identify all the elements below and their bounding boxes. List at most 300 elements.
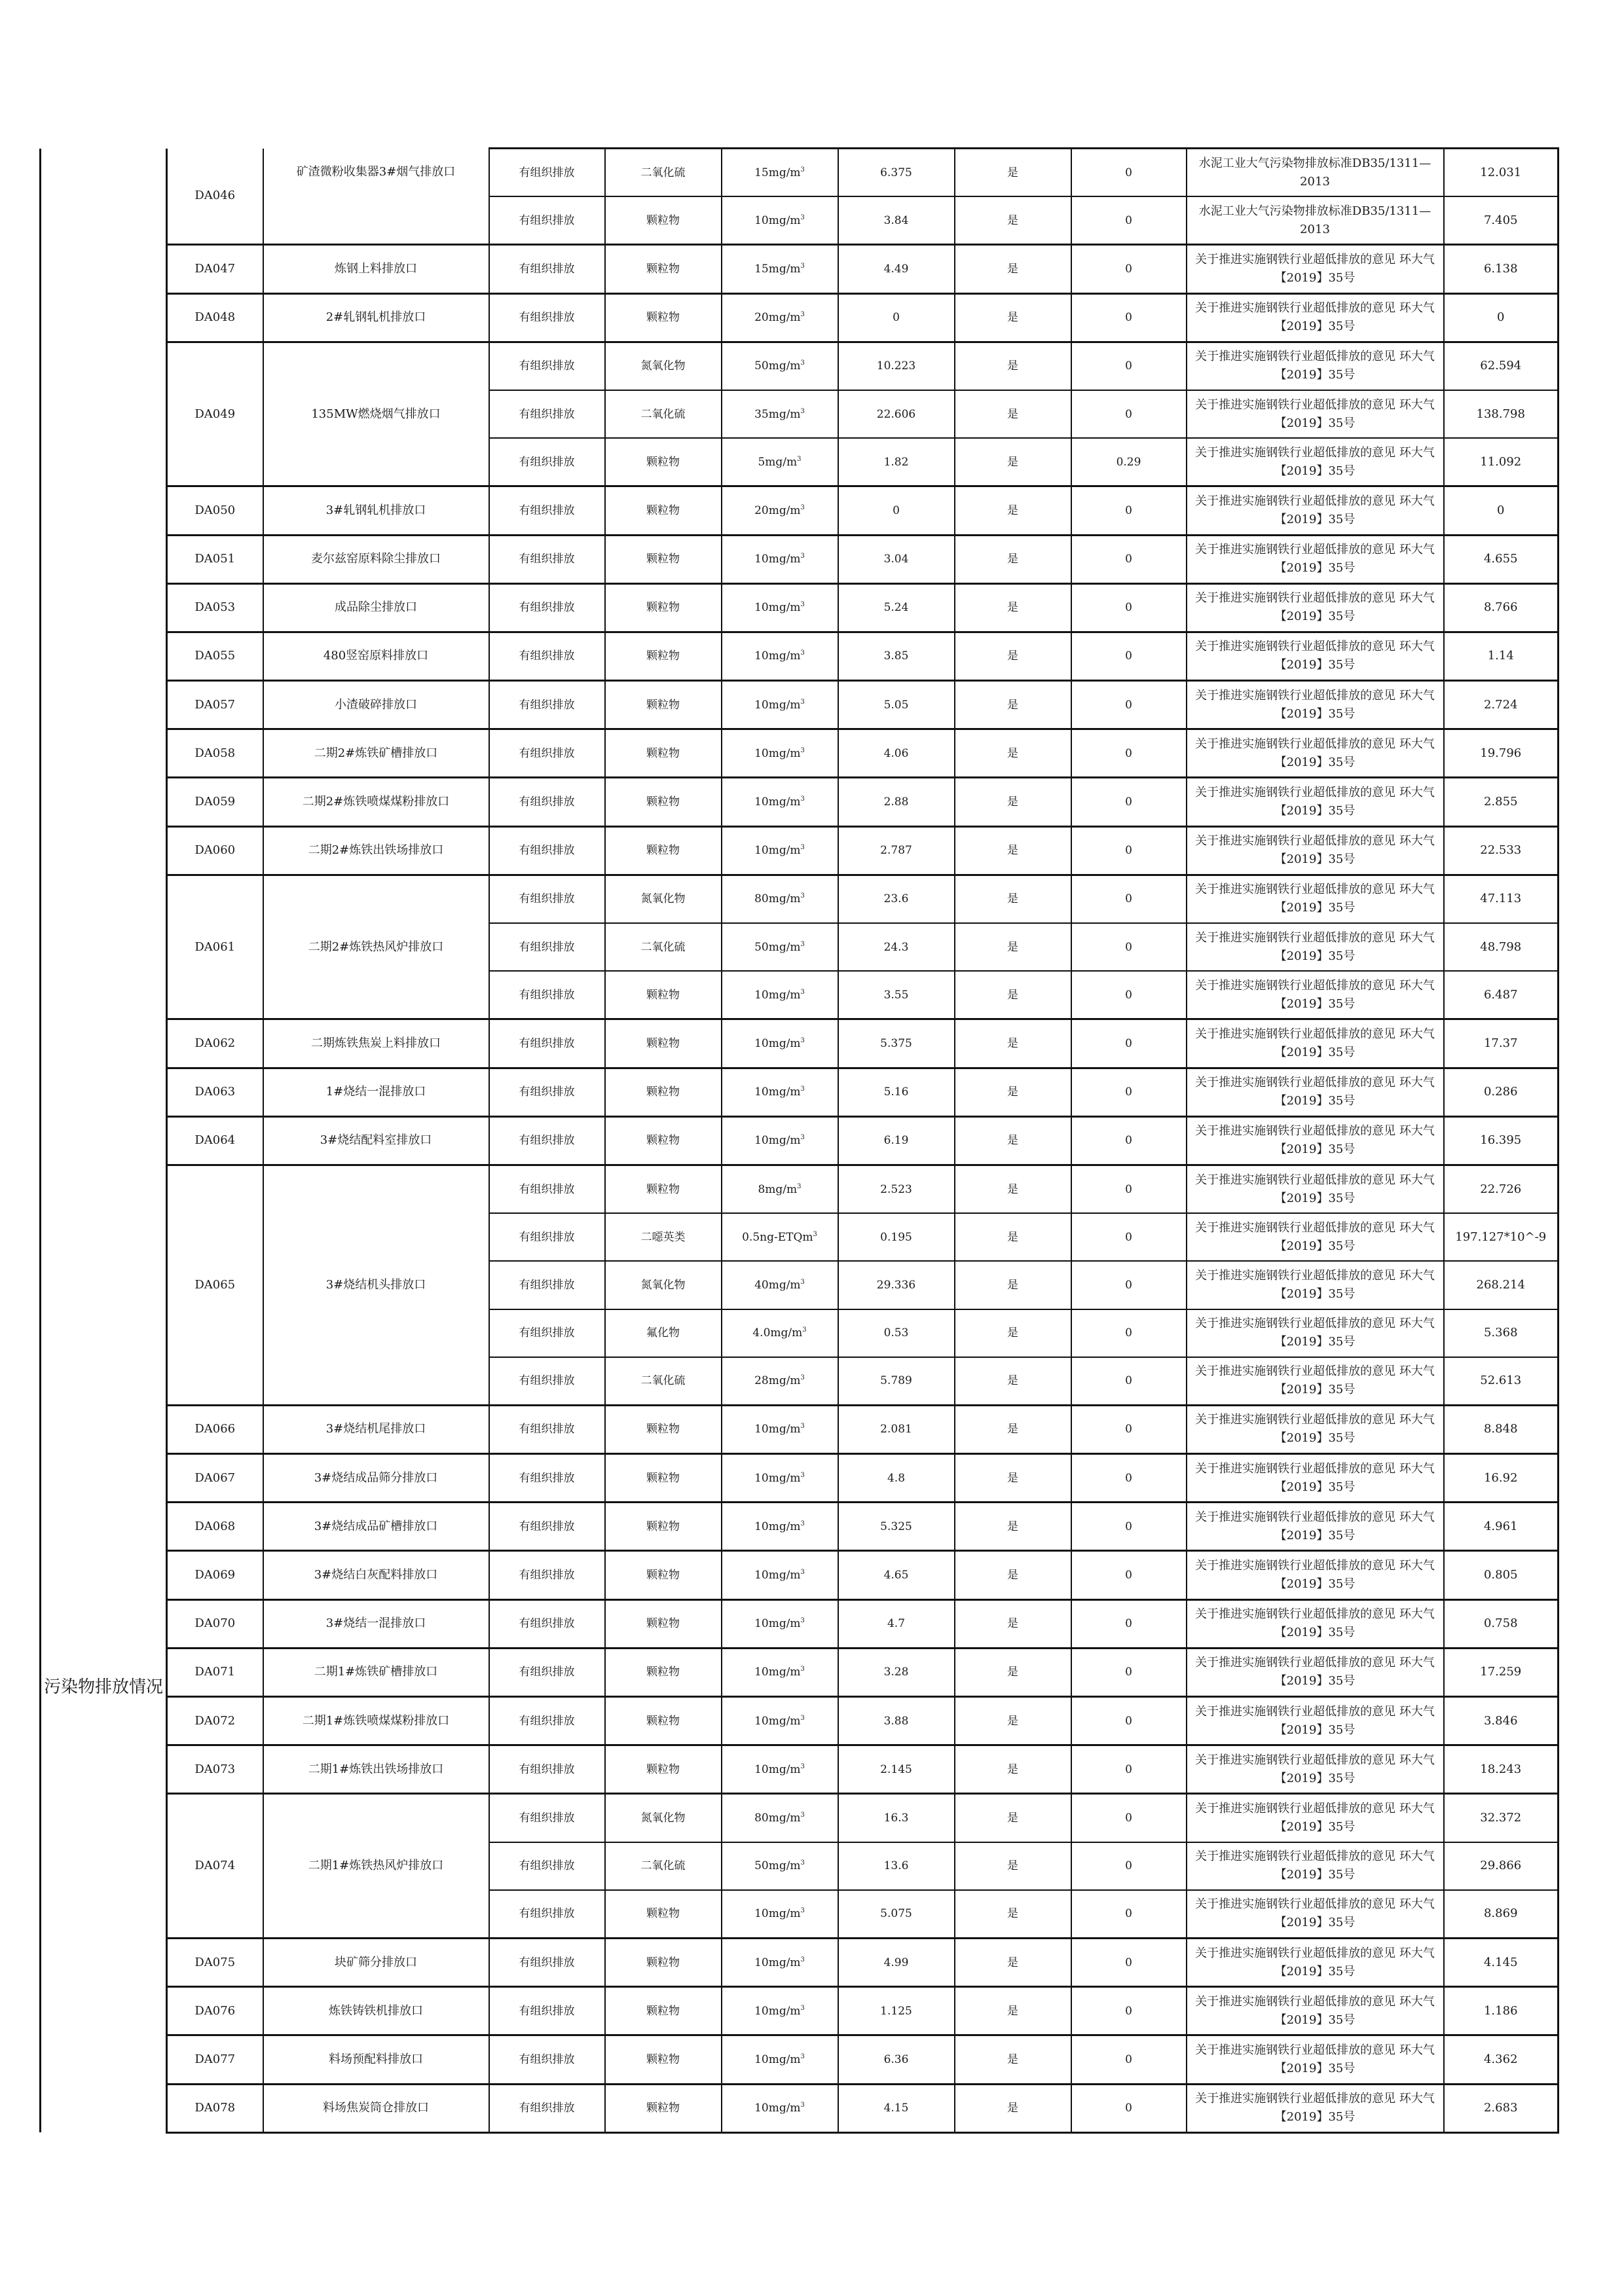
cubic-superscript: 3: [800, 940, 805, 948]
emission-load: 48.798: [1444, 923, 1559, 971]
exceedance-value: 0: [1071, 1648, 1187, 1696]
exceedance-value: 0: [1071, 583, 1187, 632]
cubic-superscript: 3: [800, 262, 805, 270]
measured-concentration: 6.375: [838, 149, 955, 197]
exceedance-value: 0: [1071, 1454, 1187, 1503]
outlet-id: DA071: [167, 1648, 263, 1696]
exceedance-value: 0: [1071, 1697, 1187, 1745]
cubic-superscript: 3: [800, 1471, 805, 1479]
emission-limit: $50mg/m^3$: [722, 1842, 838, 1890]
cubic-superscript: 3: [800, 892, 805, 900]
compliance-flag: 是: [955, 196, 1071, 245]
pollutant-name: 颗粒物: [605, 1551, 722, 1599]
measured-concentration: 3.85: [838, 632, 955, 680]
applicable-standard: 关于推进实施钢铁行业超低排放的意见 环大气【2019】35号: [1187, 1405, 1444, 1453]
applicable-standard: 关于推进实施钢铁行业超低排放的意见 环大气【2019】35号: [1187, 2084, 1444, 2132]
emission-method: 有组织排放: [489, 1842, 605, 1890]
emission-method: 有组织排放: [489, 632, 605, 680]
outlet-id: DA055: [167, 632, 263, 680]
outlet-id: DA073: [167, 1745, 263, 1794]
applicable-standard: 关于推进实施钢铁行业超低排放的意见 环大气【2019】35号: [1187, 1794, 1444, 1842]
emission-load: 47.113: [1444, 875, 1559, 923]
emission-limit: $10mg/m^3$: [722, 826, 838, 875]
applicable-standard: 关于推进实施钢铁行业超低排放的意见 环大气【2019】35号: [1187, 1213, 1444, 1261]
emission-limit: $10mg/m^3$: [722, 1116, 838, 1165]
emission-limit: $15mg/m^3$: [722, 149, 838, 197]
pollutant-name: 颗粒物: [605, 1938, 722, 1986]
emission-limit: $5mg/m^3$: [722, 438, 838, 486]
measured-concentration: 1.82: [838, 438, 955, 486]
measured-concentration: 3.84: [838, 196, 955, 245]
applicable-standard: 关于推进实施钢铁行业超低排放的意见 环大气【2019】35号: [1187, 1357, 1444, 1406]
outlet-name: 料场焦炭筒仓排放口: [263, 2084, 489, 2132]
compliance-flag: 是: [955, 583, 1071, 632]
emission-method: 有组织排放: [489, 729, 605, 778]
emission-limit: $10mg/m^3$: [722, 1745, 838, 1794]
emission-method: 有组织排放: [489, 923, 605, 971]
table-row: [41, 535, 1559, 583]
cubic-superscript: 3: [800, 988, 805, 996]
emission-limit: $10mg/m^3$: [722, 1890, 838, 1939]
emission-load: 5.368: [1444, 1309, 1559, 1357]
applicable-standard: 关于推进实施钢铁行业超低排放的意见 环大气【2019】35号: [1187, 1309, 1444, 1357]
table-row: [41, 1987, 1559, 2035]
applicable-standard: 关于推进实施钢铁行业超低排放的意见 环大气【2019】35号: [1187, 1116, 1444, 1165]
measured-concentration: 3.55: [838, 971, 955, 1019]
outlet-id: DA065: [167, 1165, 263, 1405]
emission-limit: $10mg/m^3$: [722, 1503, 838, 1551]
emission-method: 有组织排放: [489, 875, 605, 923]
pollutant-name: 氟化物: [605, 1309, 722, 1357]
cubic-superscript: 3: [800, 2004, 805, 2012]
exceedance-value: 0: [1071, 1890, 1187, 1939]
applicable-standard: 关于推进实施钢铁行业超低排放的意见 环大气【2019】35号: [1187, 1842, 1444, 1890]
pollutant-name: 颗粒物: [605, 438, 722, 486]
section-label: 污染物排放情况: [41, 149, 167, 2133]
outlet-name: 3#轧钢轧机排放口: [263, 486, 489, 535]
compliance-flag: 是: [955, 1261, 1071, 1309]
table-row: [41, 632, 1559, 680]
cubic-superscript: 3: [800, 844, 805, 852]
emission-method: 有组织排放: [489, 1165, 605, 1213]
outlet-id: DA053: [167, 583, 263, 632]
emission-limit: 0.5ng-ETQm$^3$: [722, 1213, 838, 1261]
applicable-standard: 关于推进实施钢铁行业超低排放的意见 环大气【2019】35号: [1187, 1551, 1444, 1599]
measured-concentration: 3.04: [838, 535, 955, 583]
emission-load: 12.031: [1444, 149, 1559, 197]
cubic-superscript: 3: [800, 1423, 805, 1430]
exceedance-value: 0: [1071, 1165, 1187, 1213]
table-row: [41, 729, 1559, 778]
pollutant-name: 颗粒物: [605, 778, 722, 826]
pollutant-name: 颗粒物: [605, 1454, 722, 1503]
outlet-name: 矿渣微粉收集器3#烟气排放口: [263, 149, 489, 245]
emission-method: 有组织排放: [489, 1987, 605, 2035]
exceedance-value: 0: [1071, 1794, 1187, 1842]
emission-method: 有组织排放: [489, 1648, 605, 1696]
pollutant-name: 颗粒物: [605, 729, 722, 778]
cubic-superscript: 3: [802, 1326, 807, 1334]
outlet-id: DA057: [167, 681, 263, 729]
compliance-flag: 是: [955, 1309, 1071, 1357]
measured-concentration: 0.53: [838, 1309, 955, 1357]
emission-load: 0.805: [1444, 1551, 1559, 1599]
exceedance-value: 0.29: [1071, 438, 1187, 486]
applicable-standard: 关于推进实施钢铁行业超低排放的意见 环大气【2019】35号: [1187, 583, 1444, 632]
applicable-standard: 关于推进实施钢铁行业超低排放的意见 环大气【2019】35号: [1187, 390, 1444, 438]
exceedance-value: 0: [1071, 1405, 1187, 1453]
emission-load: 2.855: [1444, 778, 1559, 826]
applicable-standard: 关于推进实施钢铁行业超低排放的意见 环大气【2019】35号: [1187, 971, 1444, 1019]
emission-limit: $50mg/m^3$: [722, 342, 838, 390]
emission-load: 8.869: [1444, 1890, 1559, 1939]
outlet-name: 麦尔兹窑原料除尘排放口: [263, 535, 489, 583]
cubic-superscript: 3: [800, 1569, 805, 1576]
emission-load: 6.138: [1444, 245, 1559, 293]
applicable-standard: 水泥工业大气污染物排放标准DB35/1311—2013: [1187, 149, 1444, 197]
emission-method: 有组织排放: [489, 2084, 605, 2132]
applicable-standard: 关于推进实施钢铁行业超低排放的意见 环大气【2019】35号: [1187, 923, 1444, 971]
compliance-flag: 是: [955, 1357, 1071, 1406]
emission-limit: $10mg/m^3$: [722, 1551, 838, 1599]
compliance-flag: 是: [955, 535, 1071, 583]
emission-load: 62.594: [1444, 342, 1559, 390]
table-row: [41, 583, 1559, 632]
emission-limit: $10mg/m^3$: [722, 632, 838, 680]
outlet-name: 小渣破碎排放口: [263, 681, 489, 729]
exceedance-value: 0: [1071, 1213, 1187, 1261]
emission-load: 2.683: [1444, 2084, 1559, 2132]
outlet-name: 2#轧钢轧机排放口: [263, 293, 489, 342]
outlet-name: 二期1#炼铁出铁场排放口: [263, 1745, 489, 1794]
applicable-standard: 关于推进实施钢铁行业超低排放的意见 环大气【2019】35号: [1187, 1697, 1444, 1745]
cubic-superscript: 3: [797, 455, 802, 463]
emission-load: 16.92: [1444, 1454, 1559, 1503]
outlet-name: 料场预配料排放口: [263, 2035, 489, 2084]
pollutant-name: 二氧化硫: [605, 149, 722, 197]
outlet-id: DA066: [167, 1405, 263, 1453]
pollutant-name: 颗粒物: [605, 1405, 722, 1453]
emission-load: 17.259: [1444, 1648, 1559, 1696]
applicable-standard: 关于推进实施钢铁行业超低排放的意见 环大气【2019】35号: [1187, 826, 1444, 875]
cubic-superscript: 3: [800, 359, 805, 367]
applicable-standard: 关于推进实施钢铁行业超低排放的意见 环大气【2019】35号: [1187, 2035, 1444, 2084]
table-row: [41, 826, 1559, 875]
emission-method: 有组织排放: [489, 342, 605, 390]
emission-load: 52.613: [1444, 1357, 1559, 1406]
emission-limit: $10mg/m^3$: [722, 681, 838, 729]
table-row: [41, 1697, 1559, 1745]
outlet-id: DA075: [167, 1938, 263, 1986]
applicable-standard: 关于推进实施钢铁行业超低排放的意见 环大气【2019】35号: [1187, 778, 1444, 826]
emission-load: 18.243: [1444, 1745, 1559, 1794]
cubic-superscript: 3: [800, 553, 805, 560]
cubic-superscript: 3: [800, 1085, 805, 1093]
pollutant-name: 颗粒物: [605, 196, 722, 245]
table-row: [41, 875, 1559, 923]
pollutant-name: 颗粒物: [605, 1165, 722, 1213]
outlet-id: DA059: [167, 778, 263, 826]
pollutant-name: 颗粒物: [605, 1503, 722, 1551]
outlet-id: DA072: [167, 1697, 263, 1745]
pollutant-name: 二噁英类: [605, 1213, 722, 1261]
emission-load: 1.186: [1444, 1987, 1559, 2035]
emission-method: 有组织排放: [489, 149, 605, 197]
exceedance-value: 0: [1071, 486, 1187, 535]
pollutant-name: 颗粒物: [605, 1987, 722, 2035]
pollutant-name: 颗粒物: [605, 1745, 722, 1794]
pollutant-name: 颗粒物: [605, 971, 722, 1019]
emission-method: 有组织排放: [489, 826, 605, 875]
emission-table-page: [39, 147, 1559, 2134]
emission-load: 22.533: [1444, 826, 1559, 875]
pollutant-name: 颗粒物: [605, 1890, 722, 1939]
cubic-superscript: 3: [800, 213, 805, 221]
table-row: [41, 1648, 1559, 1696]
emission-limit: $35mg/m^3$: [722, 390, 838, 438]
exceedance-value: 0: [1071, 1068, 1187, 1116]
measured-concentration: 2.081: [838, 1405, 955, 1453]
table-row: [41, 1794, 1559, 1842]
outlet-id: DA063: [167, 1068, 263, 1116]
emission-method: 有组织排放: [489, 1261, 605, 1309]
emission-limit: $15mg/m^3$: [722, 245, 838, 293]
emission-load: 8.848: [1444, 1405, 1559, 1453]
emission-load: 3.846: [1444, 1697, 1559, 1745]
outlet-name: 135MW燃烧烟气排放口: [263, 342, 489, 486]
measured-concentration: 22.606: [838, 390, 955, 438]
compliance-flag: 是: [955, 1116, 1071, 1165]
emission-limit: $4.0mg/m^3$: [722, 1309, 838, 1357]
pollutant-name: 氮氧化物: [605, 875, 722, 923]
outlet-name: 3#烧结白灰配料排放口: [263, 1551, 489, 1599]
table-row: [41, 1454, 1559, 1503]
pollutant-name: 颗粒物: [605, 1068, 722, 1116]
outlet-name: 3#烧结成品矿槽排放口: [263, 1503, 489, 1551]
exceedance-value: 0: [1071, 875, 1187, 923]
cubic-superscript: 3: [800, 1762, 805, 1770]
emission-limit: $50mg/m^3$: [722, 923, 838, 971]
compliance-flag: 是: [955, 1503, 1071, 1551]
cubic-superscript: 3: [800, 407, 805, 415]
emission-limit: $10mg/m^3$: [722, 778, 838, 826]
applicable-standard: 关于推进实施钢铁行业超低排放的意见 环大气【2019】35号: [1187, 729, 1444, 778]
emission-method: 有组织排放: [489, 438, 605, 486]
exceedance-value: 0: [1071, 196, 1187, 245]
outlet-name: 480竖窑原料排放口: [263, 632, 489, 680]
table-row: [41, 681, 1559, 729]
outlet-id: DA051: [167, 535, 263, 583]
emission-load: 4.362: [1444, 2035, 1559, 2084]
emission-method: 有组织排放: [489, 1213, 605, 1261]
exceedance-value: 0: [1071, 1309, 1187, 1357]
emission-method: 有组织排放: [489, 196, 605, 245]
cubic-superscript: 3: [800, 1811, 805, 1819]
emission-method: 有组织排放: [489, 778, 605, 826]
table-row: [41, 1405, 1559, 1453]
measured-concentration: 10.223: [838, 342, 955, 390]
applicable-standard: 关于推进实施钢铁行业超低排放的意见 环大气【2019】35号: [1187, 632, 1444, 680]
measured-concentration: 5.789: [838, 1357, 955, 1406]
cubic-superscript: 3: [800, 166, 805, 173]
applicable-standard: 关于推进实施钢铁行业超低排放的意见 环大气【2019】35号: [1187, 681, 1444, 729]
table-row: [41, 149, 1559, 197]
applicable-standard: 关于推进实施钢铁行业超低排放的意见 环大气【2019】35号: [1187, 1454, 1444, 1503]
cubic-superscript: 3: [800, 1036, 805, 1044]
compliance-flag: 是: [955, 390, 1071, 438]
emission-load: 4.145: [1444, 1938, 1559, 1986]
table-row: [41, 1745, 1559, 1794]
table-row: [41, 1019, 1559, 1068]
outlet-name: 二期2#炼铁矿槽排放口: [263, 729, 489, 778]
applicable-standard: 关于推进实施钢铁行业超低排放的意见 环大气【2019】35号: [1187, 535, 1444, 583]
pollutant-name: 颗粒物: [605, 1116, 722, 1165]
measured-concentration: 5.375: [838, 1019, 955, 1068]
emission-limit: $10mg/m^3$: [722, 535, 838, 583]
outlet-name: 二期2#炼铁热风炉排放口: [263, 875, 489, 1019]
emission-limit: $80mg/m^3$: [722, 875, 838, 923]
emission-method: 有组织排放: [489, 1745, 605, 1794]
exceedance-value: 0: [1071, 729, 1187, 778]
table-row: [41, 2035, 1559, 2084]
compliance-flag: 是: [955, 1890, 1071, 1939]
emission-method: 有组织排放: [489, 486, 605, 535]
emission-method: 有组织排放: [489, 1068, 605, 1116]
outlet-name: 3#烧结机头排放口: [263, 1165, 489, 1405]
exceedance-value: 0: [1071, 1551, 1187, 1599]
exceedance-value: 0: [1071, 1938, 1187, 1986]
compliance-flag: 是: [955, 438, 1071, 486]
emission-limit: $10mg/m^3$: [722, 1405, 838, 1453]
compliance-flag: 是: [955, 293, 1071, 342]
applicable-standard: 关于推进实施钢铁行业超低排放的意见 环大气【2019】35号: [1187, 245, 1444, 293]
outlet-id: DA049: [167, 342, 263, 486]
exceedance-value: 0: [1071, 826, 1187, 875]
exceedance-value: 0: [1071, 2035, 1187, 2084]
measured-concentration: 5.075: [838, 1890, 955, 1939]
emission-limit: $10mg/m^3$: [722, 1648, 838, 1696]
emission-method: 有组织排放: [489, 1454, 605, 1503]
compliance-flag: 是: [955, 1648, 1071, 1696]
pollutant-name: 氮氧化物: [605, 1261, 722, 1309]
emission-limit: $28mg/m^3$: [722, 1357, 838, 1406]
compliance-flag: 是: [955, 2084, 1071, 2132]
emission-method: 有组织排放: [489, 1551, 605, 1599]
emission-limit: $10mg/m^3$: [722, 583, 838, 632]
emission-load: 19.796: [1444, 729, 1559, 778]
emission-limit: $10mg/m^3$: [722, 1987, 838, 2035]
emission-method: 有组织排放: [489, 1019, 605, 1068]
emission-load: 197.127*10^-9: [1444, 1213, 1559, 1261]
compliance-flag: 是: [955, 778, 1071, 826]
exceedance-value: 0: [1071, 1116, 1187, 1165]
compliance-flag: 是: [955, 1745, 1071, 1794]
cubic-superscript: 3: [800, 1907, 805, 1915]
compliance-flag: 是: [955, 1987, 1071, 2035]
pollutant-name: 颗粒物: [605, 486, 722, 535]
applicable-standard: 关于推进实施钢铁行业超低排放的意见 环大气【2019】35号: [1187, 1938, 1444, 1986]
cubic-superscript: 3: [800, 698, 805, 706]
applicable-standard: 关于推进实施钢铁行业超低排放的意见 环大气【2019】35号: [1187, 293, 1444, 342]
outlet-id: DA069: [167, 1551, 263, 1599]
pollutant-name: 颗粒物: [605, 1697, 722, 1745]
emission-limit: $10mg/m^3$: [722, 1938, 838, 1986]
outlet-name: 二期1#炼铁矿槽排放口: [263, 1648, 489, 1696]
compliance-flag: 是: [955, 729, 1071, 778]
exceedance-value: 0: [1071, 632, 1187, 680]
measured-concentration: 0: [838, 486, 955, 535]
outlet-name: 成品除尘排放口: [263, 583, 489, 632]
measured-concentration: 2.145: [838, 1745, 955, 1794]
measured-concentration: 2.523: [838, 1165, 955, 1213]
outlet-name: 3#烧结配料室排放口: [263, 1116, 489, 1165]
cubic-superscript: 3: [800, 1134, 805, 1142]
measured-concentration: 5.16: [838, 1068, 955, 1116]
emission-load: 6.487: [1444, 971, 1559, 1019]
outlet-name: 1#烧结一混排放口: [263, 1068, 489, 1116]
compliance-flag: 是: [955, 2035, 1071, 2084]
emission-method: 有组织排放: [489, 1938, 605, 1986]
measured-concentration: 6.19: [838, 1116, 955, 1165]
cubic-superscript: 3: [800, 1956, 805, 1963]
outlet-name: 二期2#炼铁喷煤煤粉排放口: [263, 778, 489, 826]
cubic-superscript: 3: [800, 503, 805, 511]
emission-limit: $80mg/m^3$: [722, 1794, 838, 1842]
cubic-superscript: 3: [797, 1182, 802, 1190]
outlet-id: DA047: [167, 245, 263, 293]
table-row: [41, 1938, 1559, 1986]
emission-method: 有组织排放: [489, 971, 605, 1019]
pollutant-name: 颗粒物: [605, 1599, 722, 1648]
cubic-superscript: 3: [800, 746, 805, 754]
emission-limit: $10mg/m^3$: [722, 729, 838, 778]
pollutant-name: 颗粒物: [605, 2035, 722, 2084]
emission-method: 有组织排放: [489, 1599, 605, 1648]
outlet-id: DA050: [167, 486, 263, 535]
applicable-standard: 关于推进实施钢铁行业超低排放的意见 环大气【2019】35号: [1187, 1745, 1444, 1794]
cubic-superscript: 3: [800, 1714, 805, 1722]
pollutant-name: 颗粒物: [605, 2084, 722, 2132]
table-row: [41, 342, 1559, 390]
pollutant-name: 氮氧化物: [605, 342, 722, 390]
pollutant-name: 颗粒物: [605, 826, 722, 875]
compliance-flag: 是: [955, 1068, 1071, 1116]
emission-method: 有组织排放: [489, 1357, 605, 1406]
pollutant-name: 氮氧化物: [605, 1794, 722, 1842]
measured-concentration: 3.88: [838, 1697, 955, 1745]
emission-limit: $10mg/m^3$: [722, 971, 838, 1019]
outlet-id: DA067: [167, 1454, 263, 1503]
applicable-standard: 关于推进实施钢铁行业超低排放的意见 环大气【2019】35号: [1187, 1890, 1444, 1939]
emission-load: 17.37: [1444, 1019, 1559, 1068]
applicable-standard: 关于推进实施钢铁行业超低排放的意见 环大气【2019】35号: [1187, 1019, 1444, 1068]
measured-concentration: 5.24: [838, 583, 955, 632]
table-row: [41, 1503, 1559, 1551]
measured-concentration: 5.325: [838, 1503, 955, 1551]
cubic-superscript: 3: [800, 1374, 805, 1382]
measured-concentration: 1.125: [838, 1987, 955, 2035]
emission-load: 2.724: [1444, 681, 1559, 729]
table-row: [41, 245, 1559, 293]
exceedance-value: 0: [1071, 1261, 1187, 1309]
emission-limit: $10mg/m^3$: [722, 196, 838, 245]
emission-load: 11.092: [1444, 438, 1559, 486]
exceedance-value: 0: [1071, 1745, 1187, 1794]
exceedance-value: 0: [1071, 681, 1187, 729]
pollutant-name: 颗粒物: [605, 632, 722, 680]
measured-concentration: 5.05: [838, 681, 955, 729]
cubic-superscript: 3: [800, 1278, 805, 1286]
